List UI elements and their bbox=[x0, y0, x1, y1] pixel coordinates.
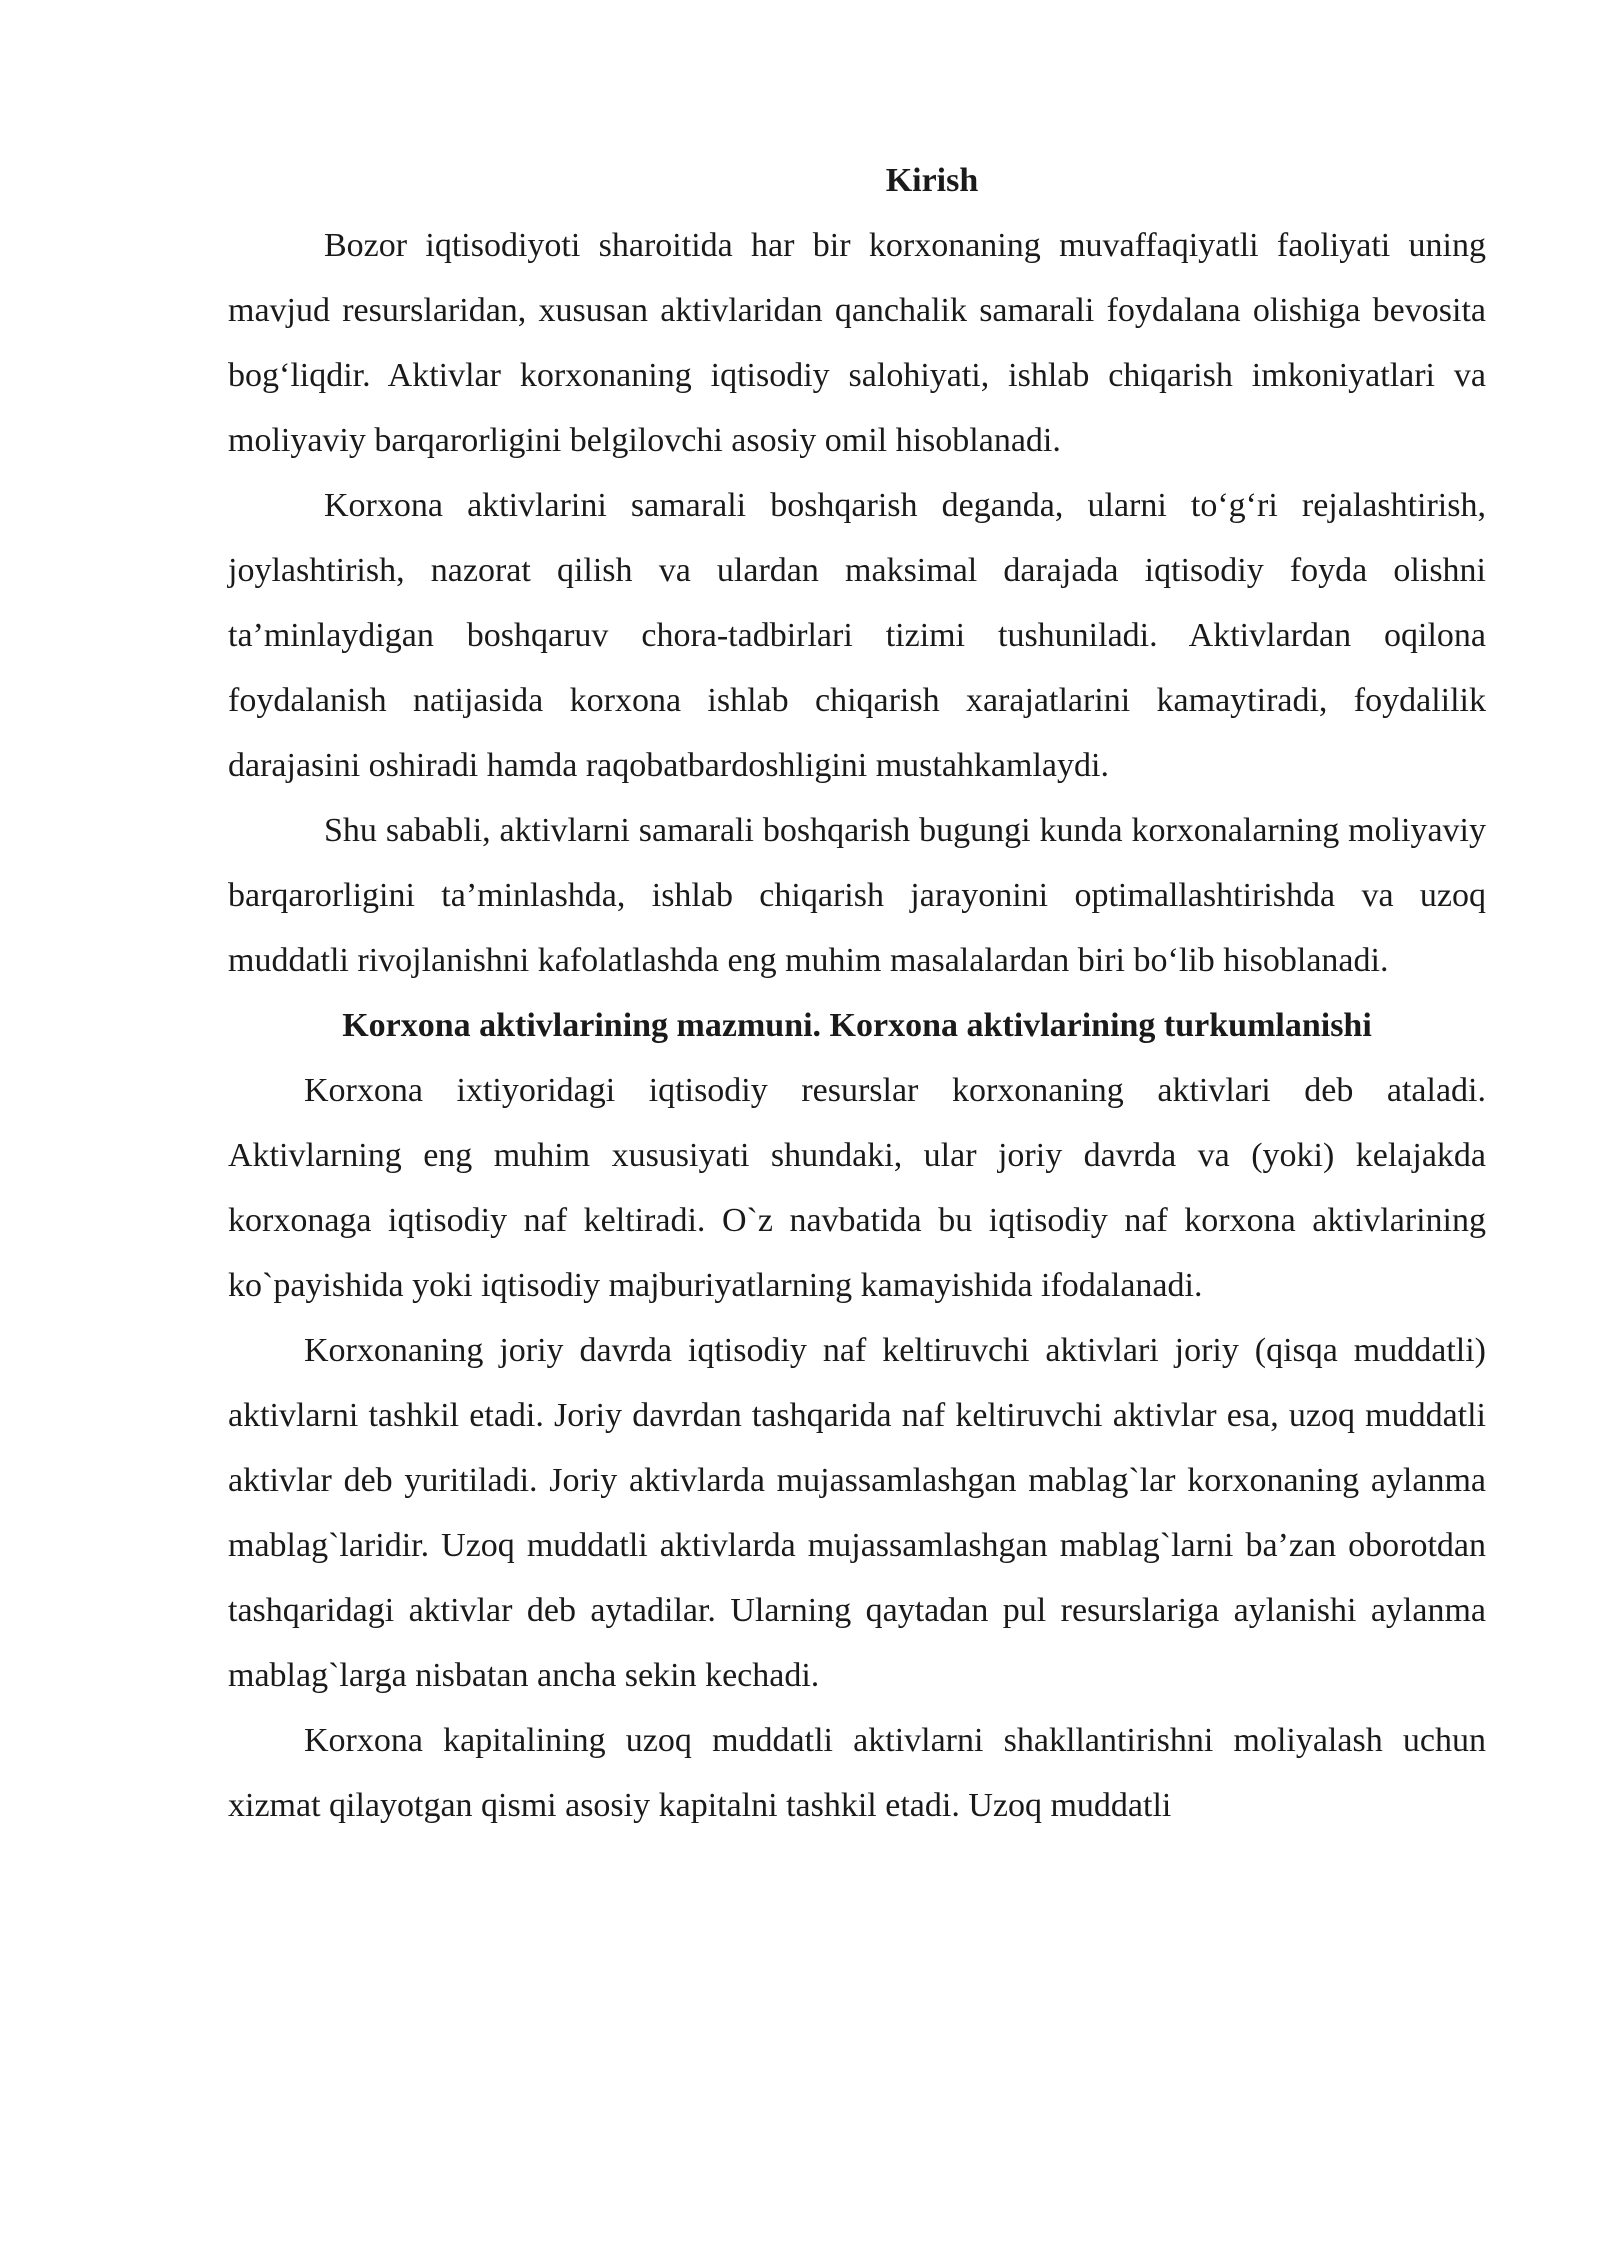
section-paragraph-1: Korxona ixtiyoridagi iqtisodiy resurslar korxonaning aktivlari deb ataladi. Aktivlarning eng muhim xususiyati shundaki, ular joriy davrda va (yoki) kelajakda korxonaga iqtisodiy naf keltiradi. O`z navbatida bu iqtisodiy naf korxona aktivlarining ko`payishida yoki iqtisodiy majburiyatlarning kamayishida ifodalanadi. bbox=[228, 1072, 1486, 1304]
document-title: Kirish bbox=[885, 162, 979, 199]
intro-paragraph-1: Bozor iqtisodiyoti sharoitida har bir korxonaning muvaffaqiyatli faoliyati uning mavjud resurslaridan, xususan aktivlaridan qanchalik samarali foydalana olishiga bevosita bog‘liqdir. Aktivlar korxonaning iqtisodiy salohiyati, ishlab chiqarish imkoniyatlari va moliyaviy barqarorligini belgilovchi asosiy omil hisoblanadi. bbox=[228, 227, 1486, 459]
section-paragraph-3: Korxona kapitalining uzoq muddatli aktivlarni shakllantirishni moliyalash uchun xizmat qilayotgan qismi asosiy kapitalni tashkil etadi. Uzoq muddatli bbox=[228, 1722, 1486, 1824]
section-paragraph-2: Korxonaning joriy davrda iqtisodiy naf keltiruvchi aktivlari joriy (qisqa muddatli) aktivlarni tashkil etadi. Joriy davrdan tashqarida naf keltiruvchi aktivlar esa, uzoq muddatli aktivlar deb yuritiladi. Joriy aktivlarda mujassamlashgan mablag`lar korxonaning aylanma mablag`laridir. Uzoq muddatli aktivlarda mujassamlashgan mablag`larni ba’zan oborotdan tashqaridagi aktivlar deb aytadilar. Ularning qaytadan pul resurslariga aylanishi aylanma mablag`larga nisbatan ancha sekin kechadi. bbox=[228, 1332, 1486, 1694]
document-page bbox=[228, 148, 1486, 1838]
intro-paragraph-3: Shu sababli, aktivlarni samarali boshqarish bugungi kunda korxonalarning moliyaviy barqarorligini ta’minlashda, ishlab chiqarish jarayonini optimallashtirishda va uzoq muddatli rivojlanishni kafolatlashda eng muhim masalalardan biri bo‘lib hisoblanadi. bbox=[228, 812, 1486, 979]
section-heading: Korxona aktivlarining mazmuni. Korxona aktivlarining turkumlanishi bbox=[342, 1007, 1372, 1044]
intro-paragraph-2: Korxona aktivlarini samarali boshqarish deganda, ularni to‘g‘ri rejalashtirish, joylashtirish, nazorat qilish va ulardan maksimal darajada iqtisodiy foyda olishni ta’minlaydigan boshqaruv chora-tadbirlari tizimi tushuniladi. Aktivlardan oqilona foydalanish natijasida korxona ishlab chiqarish xarajatlarini kamaytiradi, foydalilik darajasini oshiradi hamda raqobatbardoshligini mustahkamlaydi. bbox=[228, 487, 1486, 784]
